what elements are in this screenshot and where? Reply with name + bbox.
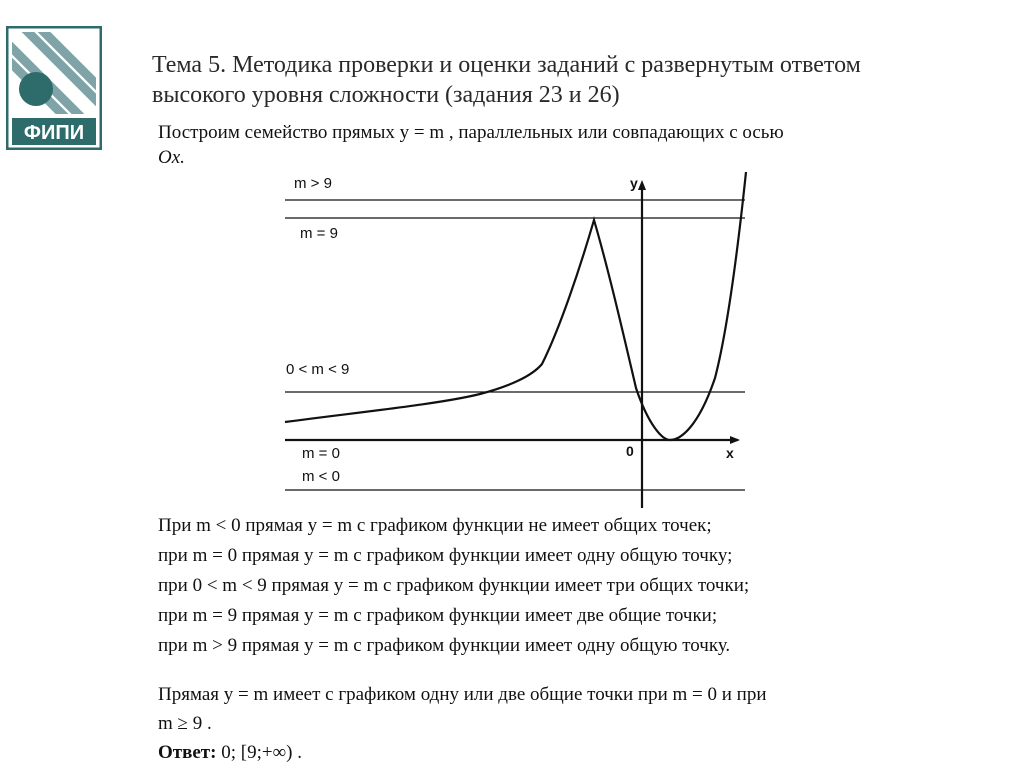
- case-line-1: При m < 0 прямая y = m с графиком функции не имеет общих точек;: [158, 515, 712, 536]
- conclusion: [158, 680, 898, 767]
- case-line-4: при m = 9 прямая y = m с графиком функции имеет две общие точки;: [158, 605, 718, 626]
- label-m-gt-9: m > 9: [294, 175, 332, 192]
- fipi-logo: [6, 26, 102, 150]
- answer-value: 0; [9;+∞) .: [216, 742, 302, 763]
- function-curve: [285, 172, 746, 440]
- intro-text: [158, 120, 898, 170]
- answer-label: Ответ:: [158, 742, 217, 763]
- case-line-5: при m > 9 прямая y = m с графиком функции имеет одну общую точку.: [158, 635, 731, 656]
- cases-list: [158, 511, 858, 661]
- label-0-lt-m-lt-9: 0 < m < 9: [286, 361, 350, 378]
- label-m-lt-0: m < 0: [302, 468, 340, 485]
- slide-title: [152, 50, 982, 110]
- case-line-3: при 0 < m < 9 прямая y = m с графиком функции имеет три общих точки;: [158, 575, 750, 596]
- y-axis-label: y: [630, 175, 638, 191]
- x-axis-label: x: [726, 445, 734, 461]
- title-line-1: Тема 5. Методика проверки и оценки заданий с развернутым ответом: [152, 52, 861, 78]
- intro-line-2: Ox.: [158, 147, 185, 168]
- label-m-eq-9: m = 9: [300, 225, 338, 242]
- title-line-2: высокого уровня сложности (задания 23 и 26): [152, 82, 620, 108]
- origin-label: 0: [626, 443, 634, 459]
- intro-line-1: Построим семейство прямых y = m , параллельных или совпадающих с осью: [158, 122, 784, 143]
- label-m-eq-0: m = 0: [302, 445, 340, 462]
- function-graph: [270, 168, 760, 512]
- logo-text: ФИПИ: [23, 122, 85, 144]
- conclusion-line-2: m ≥ 9 .: [158, 713, 212, 734]
- case-line-2: при m = 0 прямая y = m с графиком функции имеет одну общую точку;: [158, 545, 733, 566]
- answer-line: [158, 738, 898, 767]
- conclusion-line-1: Прямая y = m имеет с графиком одну или две общие точки при m = 0 и при: [158, 684, 767, 705]
